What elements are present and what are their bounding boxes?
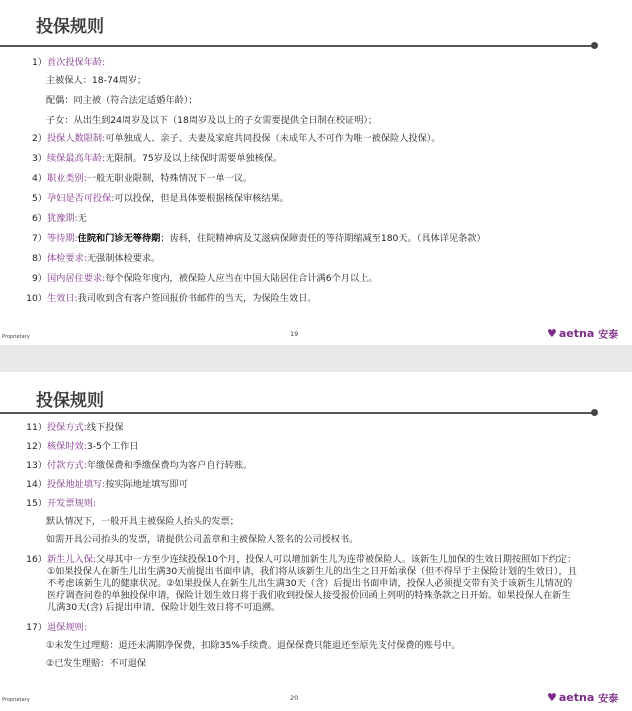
age-line: 主被保人：18-74周岁； bbox=[46, 75, 147, 86]
list-item: 8） 体检要求: 无强制体检要求。 bbox=[31, 253, 161, 264]
invoice-line: 默认情况下，一般开具主被保险人抬头的发票； bbox=[46, 516, 239, 527]
list-item: 1） 首次投保年龄: bbox=[31, 57, 106, 68]
aetna-logo: ♥ aetna 安泰 bbox=[547, 327, 619, 341]
page-number: 20 bbox=[290, 694, 299, 702]
list-item: 10） 生效日: 我司收到含有客户签回报价书邮件的当天，为保险生效日。 bbox=[26, 293, 317, 304]
list-item: 15） 开发票规则: bbox=[26, 498, 97, 509]
list-item: 5） 孕妇是否可投保: 可以投保，但是具体要根据核保审核结果。 bbox=[31, 193, 289, 204]
refund-line: ①未发生过理赔：退还未满期净保费，扣除35%手续费。退保保费只能退还至原先支付保费的账号中。 bbox=[46, 640, 461, 651]
divider-dot bbox=[591, 42, 598, 49]
heart-icon: ♥ bbox=[547, 327, 557, 340]
age-line: 配偶：同主被（符合法定适婚年龄）； bbox=[46, 95, 198, 106]
list-item: 3） 续保最高年龄: 无限制。75岁及以上续保时需要单独核保。 bbox=[31, 153, 283, 164]
list-item: 2） 投保人数限制: 可单独成人、亲子、夫妻及家庭共同投保（未成年人不可作为唯一被保险人投保）。 bbox=[31, 133, 441, 144]
list-item: 6） 犹豫期: 无 bbox=[31, 213, 87, 224]
page-number: 19 bbox=[290, 330, 299, 338]
age-line: 子女：从出生到24周岁及以下（18周岁及以上的子女需要提供全日制在校证明）； bbox=[46, 115, 378, 126]
list-item: 4） 职业类别: 一般无职业限制，特殊情况下一单一议。 bbox=[31, 173, 253, 184]
rules-list bbox=[16, 422, 616, 670]
list-item: 9） 国内居住要求: 每个保险年度内，被保险人应当在中国大陆居住合计满6个月以上。 bbox=[31, 273, 378, 284]
heart-icon: ♥ bbox=[547, 691, 557, 704]
divider-dot bbox=[591, 409, 598, 416]
list-item: 16） 新生儿入保:父母其中一方至少连续投保10个月，投保人可以增加新生儿为连带被保险人。该新生儿加保的生效日期按照如下约定：①如果投保人在新生儿出生满30天前提出书面申请，我们将从该新生儿的出生之日开始承保（但不得早于主保险计划的生效日），且不考虑该新生儿的健康状况。②如果投保人在新生儿出生满30天（含）后提出书面申请，投保人必须提交带有关于该新生儿情况的医疗调查问卷的单独投保申请，保险计划生效日将于我们收到投保人接受报价回函上列明的特殊条款之日开始。如果投保人在新生儿满30天(含) 后提出申请，保险计划生效日将不可追溯。 bbox=[26, 554, 577, 613]
rules-list bbox=[16, 57, 616, 305]
page-title: 投保规则 bbox=[36, 17, 104, 37]
footer-proprietary: Proprietary bbox=[2, 697, 30, 703]
refund-line: ②已发生理赔：不可退保 bbox=[46, 658, 147, 669]
footer-proprietary: Proprietary bbox=[2, 334, 30, 340]
list-item: 12） 核保时效: 3-5个工作日 bbox=[26, 441, 139, 452]
list-item: 11） 投保方式: 线下投保 bbox=[26, 422, 124, 433]
invoice-line: 如需开具公司抬头的发票，请提供公司盖章和主被保险人签名的公司授权书。 bbox=[46, 534, 359, 545]
title-divider bbox=[0, 412, 594, 414]
slide-page-20 bbox=[0, 372, 632, 711]
list-item: 17） 退保规则: bbox=[26, 622, 87, 633]
list-item: 13） 付款方式: 年缴保费和季缴保费均为客户自行转账。 bbox=[26, 460, 253, 471]
title-divider bbox=[0, 45, 594, 47]
slide-page-19 bbox=[0, 0, 632, 345]
list-item: 14） 投保地址填写: 按实际地址填写即可 bbox=[26, 479, 188, 490]
list-item: 7） 等待期: 住院和门诊无等待期 ；齿科，住院精神病及艾滋病保障责任的等待期缩减至180天。（具体详见条款） bbox=[31, 233, 486, 244]
aetna-logo: ♥ aetna 安泰 bbox=[547, 691, 619, 705]
page-title: 投保规则 bbox=[36, 391, 104, 411]
